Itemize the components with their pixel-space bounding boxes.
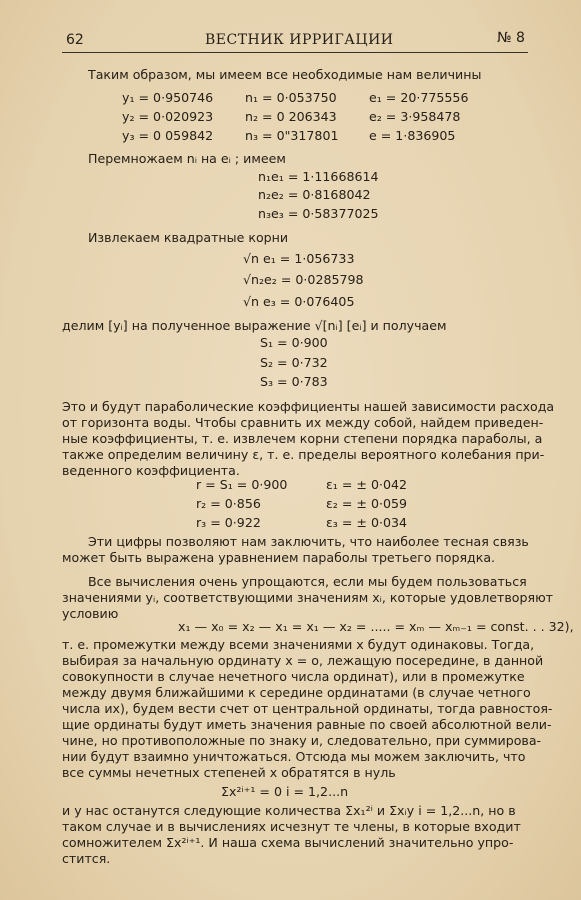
paragraph-line: т. е. промежутки между всеми значениями x будут одинаковы. Тогда, [62, 637, 535, 652]
divide-line: делим [yᵢ] на полученное выражение √[nᵢ] [eᵢ] и получаем [62, 318, 447, 333]
sum-equation: Σx²ⁱ⁺¹ = 0 i = 1,2...n [221, 784, 349, 799]
paragraph-line: щие ординаты будут иметь значения равные по своей абсолютной вели- [62, 717, 552, 732]
paragraph-line: и у нас останутся следующие количества Σx₁²ⁱ и Σxᵢy i = 1,2...n, но в [62, 803, 516, 818]
root-line: √n e₁ = 1·056733 [243, 251, 355, 266]
value-cell: n₁ = 0·053750 [245, 90, 337, 105]
r-value: r = S₁ = 0·900 [196, 477, 288, 492]
paragraph-line: совокупности в случае нечетного числа ординат), или в промежутке [62, 669, 525, 684]
equation-32: x₁ — x₀ = x₂ — x₁ = x₁ — x₂ = ..... = xₘ — xₘ₋₁ = const. . . 32), [178, 619, 574, 634]
page-number: 62 [66, 32, 84, 48]
paragraph-line: значениями yᵢ, соответствующими значениям xᵢ, которые удовлетворяют [62, 590, 554, 605]
intro-line: Таким образом, мы имеем все необходимые нам величины [88, 67, 482, 82]
value-cell: n₃ = 0"317801 [245, 128, 339, 143]
paragraph-line: ные коэффициенты, т. е. извлечем корни степени порядка параболы, а [62, 431, 543, 446]
paragraph-line: также определим величину ε, т. е. пределы вероятного колебания при- [62, 447, 545, 462]
r-value: r₂ = 0·856 [196, 496, 261, 511]
epsilon-value: ε₂ = ± 0·059 [326, 496, 408, 511]
paragraph-line: таком случае и в вычислениях исчезнут те члены, в которые входит [62, 819, 521, 834]
value-cell: y₂ = 0·020923 [122, 109, 214, 124]
value-cell: y₁ = 0·950746 [122, 90, 214, 105]
roots-heading: Извлекаем квадратные корни [88, 230, 289, 245]
value-cell: e₁ = 20·775556 [369, 90, 469, 105]
product-line: n₃e₃ = 0·58377025 [258, 206, 379, 221]
paragraph-line: веденного коэффициента. [62, 463, 240, 478]
paragraph-line: чине, но противоположные по знаку и, следовательно, при суммирова- [62, 733, 542, 748]
paragraph-line: числа их), будем вести счет от центральной ординаты, тогда равностоя- [62, 701, 553, 716]
root-line: √n e₃ = 0·076405 [243, 294, 355, 309]
epsilon-value: ε₁ = ± 0·042 [326, 477, 408, 492]
paragraph-line: может быть выражена уравнением параболы третьего порядка. [62, 550, 496, 565]
value-cell: e = 1·836905 [369, 128, 456, 143]
paragraph-line: между двумя ближайшими к середине ординатами (в случае четного [62, 685, 531, 700]
paragraph-line: Эти цифры позволяют нам заключить, что наиболее тесная связь [88, 534, 529, 549]
paragraph-line: Это и будут параболические коэффициенты нашей зависимости расхода [62, 399, 555, 414]
value-cell: e₂ = 3·958478 [369, 109, 461, 124]
journal-title: ВЕСТНИК ИРРИГАЦИИ [205, 32, 394, 48]
paragraph-line: все суммы нечетных степеней x обратятся в нуль [62, 765, 396, 780]
s-value: S₂ = 0·732 [260, 355, 328, 370]
epsilon-value: ε₃ = ± 0·034 [326, 515, 408, 530]
header-rule [62, 52, 528, 53]
root-line: √n₂e₂ = 0·0285798 [243, 272, 364, 287]
paragraph-line: стится. [62, 851, 111, 866]
value-cell: y₃ = 0 059842 [122, 128, 214, 143]
paragraph-line: выбирая за начальную ординату x = o, лежащую посередине, в данной [62, 653, 544, 668]
paragraph-line: Все вычисления очень упрощаются, если мы будем пользоваться [88, 574, 527, 589]
s-value: S₃ = 0·783 [260, 374, 328, 389]
paragraph-line: от горизонта воды. Чтобы сравнить их между собой, найдем приведен- [62, 415, 544, 430]
product-line: n₂e₂ = 0·8168042 [258, 187, 371, 202]
product-line: n₁e₁ = 1·11668614 [258, 169, 379, 184]
paragraph-line: нии будут взаимно уничтожаться. Отсюда мы можем заключить, что [62, 749, 526, 764]
issue-number: № 8 [497, 30, 525, 46]
paragraph-line: сомножителем Σx²ⁱ⁺¹. И наша схема вычислений значительно упро- [62, 835, 514, 850]
s-value: S₁ = 0·900 [260, 335, 328, 350]
paragraph-line: условию [62, 606, 119, 621]
r-value: r₃ = 0·922 [196, 515, 261, 530]
value-cell: n₂ = 0 206343 [245, 109, 337, 124]
multiply-line: Перемножаем nᵢ на eᵢ ; имеем [88, 151, 286, 166]
